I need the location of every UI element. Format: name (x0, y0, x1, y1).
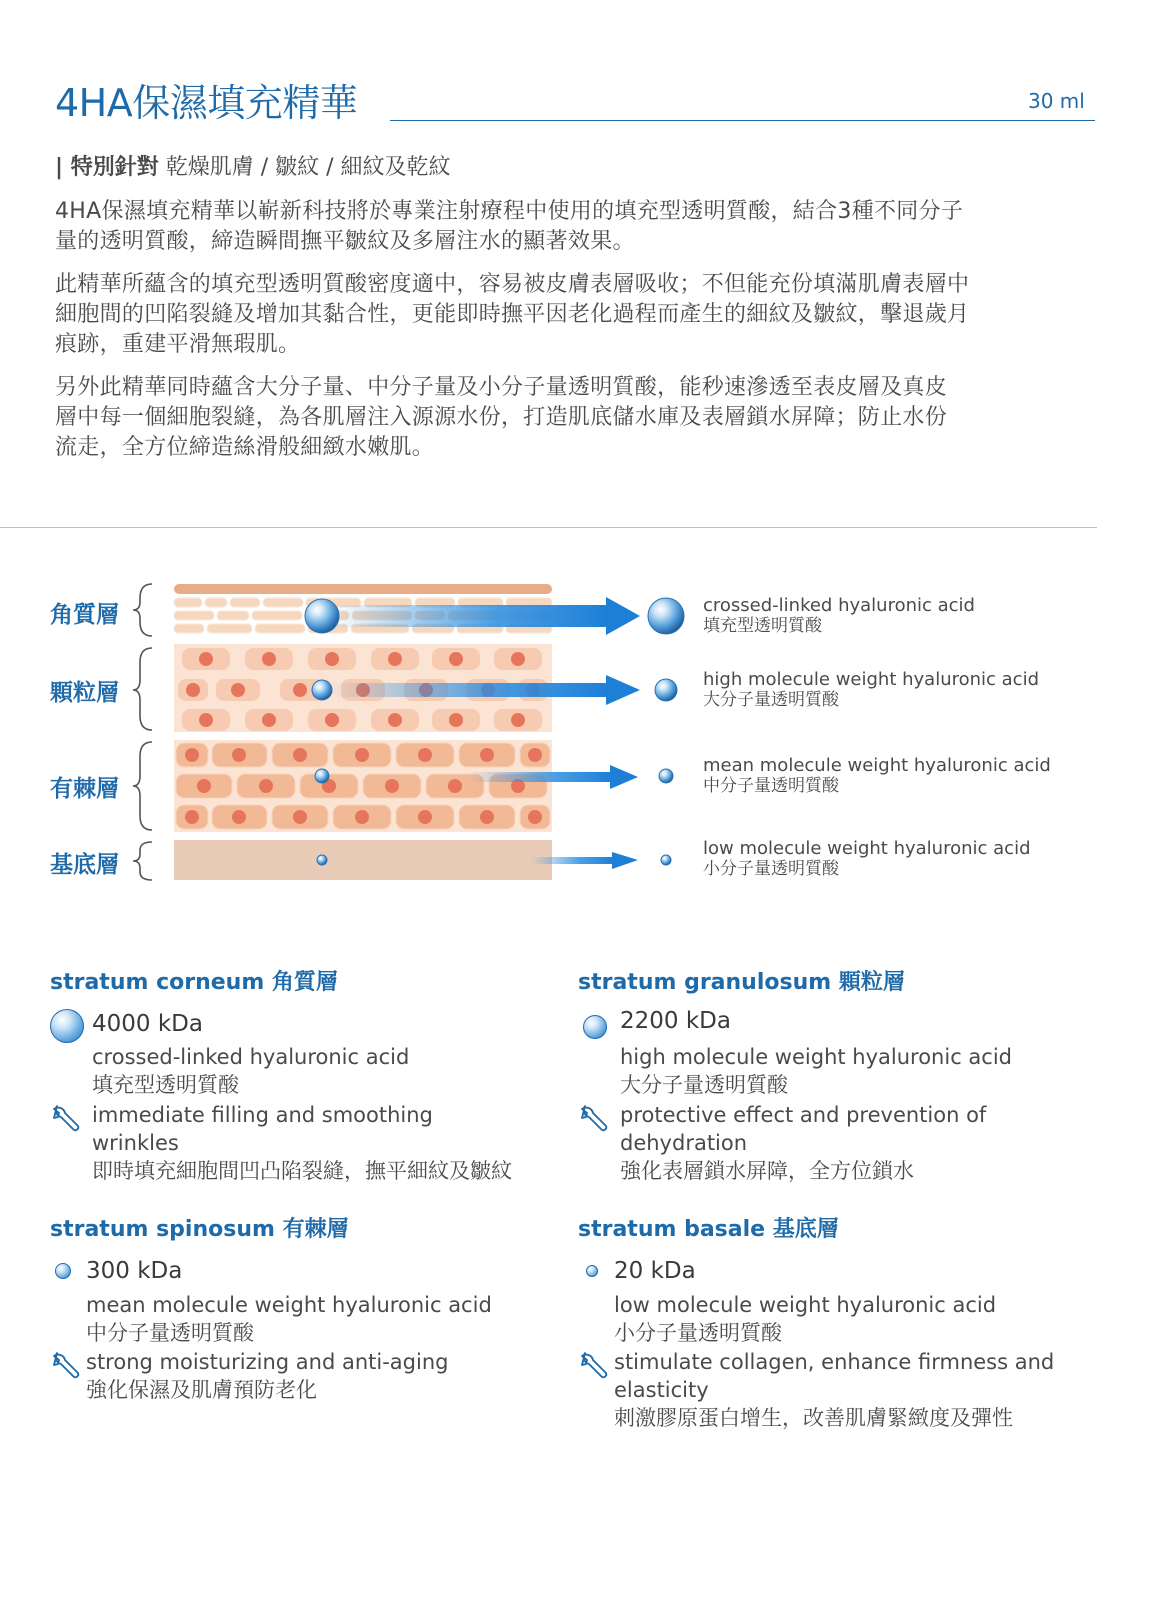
section-heading: stratum corneum 角質層 (50, 970, 338, 995)
annotation-zh: 填充型透明質酸 (703, 616, 822, 636)
intro-paragraph-2 (55, 270, 1095, 360)
bracket-corneum (133, 584, 152, 636)
annotation-en: low molecule weight hyaluronic acid (703, 838, 1031, 859)
section-divider (0, 527, 1097, 528)
product-volume: 30 ml (1028, 89, 1085, 113)
annotation-zh: 中分子量透明質酸 (703, 776, 839, 796)
annotation-spinosum (703, 756, 1051, 796)
benefit-en-cont: dehydration (620, 1131, 748, 1155)
annotation-zh: 小分子量透明質酸 (703, 859, 839, 879)
bracket-spinosum (133, 742, 152, 830)
molecule-name-zh: 中分子量透明質酸 (86, 1321, 254, 1345)
annotation-basale (703, 839, 1031, 879)
medium-sphere-icon (583, 1015, 607, 1039)
paragraph-line: 量的透明質酸，締造瞬間撫平皺紋及多層注水的顯著效果。 (55, 229, 635, 254)
paragraph-line: 此精華所蘊含的填充型透明質酸密度適中，容易被皮膚表層吸收；不但能充份填滿肌膚表層中 (55, 272, 970, 297)
arrow-granulosum (330, 683, 608, 697)
sphere-4000-kda (305, 599, 339, 633)
benefit-zh: 即時填充細胞間凹凸陷裂縫，撫平細紋及皺紋 (92, 1159, 512, 1183)
large-sphere-icon (50, 1009, 84, 1043)
basale-layer (174, 840, 552, 880)
target-label: | 特別針對 (55, 155, 159, 180)
benefit-en: protective effect and prevention of (620, 1103, 987, 1127)
section-heading: stratum basale 基底層 (578, 1217, 839, 1242)
intro-paragraph-1 (55, 197, 1095, 257)
paragraph-line: 流走，全方位締造絲滑般細緻水嫩肌。 (55, 435, 435, 460)
section-stratum-basale (578, 1212, 1118, 1442)
molecule-name-en: high molecule weight hyaluronic acid (620, 1045, 1012, 1069)
sphere-20-kda (317, 855, 327, 865)
paragraph-line: 層中每一個細胞裂縫，為各肌層注入源源水份，打造肌底儲水庫及表層鎖水屏障；防止水份 (55, 405, 948, 430)
layer-label-basale: 基底層 (50, 852, 119, 878)
layer-label-granulosum: 顆粒層 (50, 680, 119, 706)
corneum-top-layer (174, 584, 552, 594)
spinosum-cells (174, 740, 552, 832)
benefit-en: strong moisturizing and anti-aging (86, 1350, 449, 1374)
arrow-corneum (330, 605, 608, 627)
arrow-spinosum (470, 772, 612, 782)
annotation-corneum (703, 596, 975, 636)
molecule-name-en: crossed-linked hyaluronic acid (92, 1045, 410, 1069)
layer-label-spinosum: 有棘層 (50, 776, 119, 802)
benefit-zh: 強化表層鎖水屏障，全方位鎖水 (620, 1159, 914, 1183)
target-text: 乾燥肌膚 / 皺紋 / 細紋及乾紋 (158, 155, 451, 180)
benefit-en: immediate filling and smoothing (92, 1103, 433, 1127)
annotation-granulosum (703, 670, 1039, 710)
molecule-name-en: low molecule weight hyaluronic acid (614, 1293, 997, 1317)
annotation-en: high molecule weight hyaluronic acid (703, 669, 1039, 690)
molecule-name-zh: 大分子量透明質酸 (620, 1073, 788, 1097)
annotation-en: mean molecule weight hyaluronic acid (703, 755, 1051, 776)
arrow-basale (530, 857, 614, 864)
section-heading: stratum spinosum 有棘層 (50, 1217, 349, 1242)
bracket-basale (133, 842, 152, 880)
wrench-icon (578, 1348, 612, 1382)
annotation-en: crossed-linked hyaluronic acid (703, 595, 975, 616)
benefit-en-cont: wrinkles (92, 1131, 179, 1155)
small-sphere-icon (55, 1263, 71, 1279)
benefit-zh: 刺激膠原蛋白增生，改善肌膚緊緻度及彈性 (614, 1406, 1013, 1430)
sphere-target-granulosum (655, 679, 677, 701)
paragraph-line: 4HA保濕填充精華以嶄新科技將於專業注射療程中使用的填充型透明質酸，結合3種不同分子 (55, 199, 964, 224)
paragraph-line: 細胞間的凹陷裂縫及增加其黏合性，更能即時撫平因老化過程而產生的細紋及皺紋，擊退歲月 (55, 302, 970, 327)
page-title: 4HA保濕填充精華 (55, 81, 358, 125)
sphere-target-corneum (648, 598, 684, 634)
bracket-granulosum (133, 648, 152, 730)
paragraph-line: 另外此精華同時蘊含大分子量、中分子量及小分子量透明質酸，能秒速滲透至表皮層及真皮 (55, 375, 948, 400)
wrench-icon (578, 1101, 612, 1135)
sphere-target-basale (661, 855, 671, 865)
molecule-name-en: mean molecule weight hyaluronic acid (86, 1293, 492, 1317)
sphere-target-spinosum (659, 769, 673, 783)
layer-label-corneum: 角質層 (50, 602, 119, 628)
sphere-300-kda (315, 769, 329, 783)
benefit-en: stimulate collagen, enhance firmness and (614, 1350, 1055, 1374)
annotation-zh: 大分子量透明質酸 (703, 690, 839, 710)
molecule-name-zh: 小分子量透明質酸 (614, 1321, 782, 1345)
layer-brackets (133, 584, 152, 880)
section-heading: stratum granulosum 顆粒層 (578, 970, 905, 995)
tiny-sphere-icon (586, 1265, 598, 1277)
skin-layer-diagram (0, 580, 1152, 910)
sphere-2200-kda (312, 680, 332, 700)
benefit-en-cont: elasticity (614, 1378, 709, 1402)
molecule-name-zh: 填充型透明質酸 (92, 1073, 239, 1097)
molecular-weight: 20 kDa (614, 1258, 696, 1284)
section-stratum-granulosum (578, 965, 1118, 1195)
section-stratum-corneum (50, 965, 590, 1195)
title-divider (390, 120, 1095, 121)
wrench-icon (50, 1101, 84, 1135)
section-stratum-spinosum (50, 1212, 590, 1412)
molecular-weight: 300 kDa (86, 1258, 183, 1284)
target-concerns (55, 150, 451, 181)
wrench-icon (50, 1348, 84, 1382)
intro-paragraph-3 (55, 373, 1095, 463)
molecular-weight: 4000 kDa (92, 1011, 203, 1037)
benefit-zh: 強化保濕及肌膚預防老化 (86, 1378, 317, 1402)
molecular-weight: 2200 kDa (620, 1008, 731, 1034)
paragraph-line: 痕跡，重建平滑無瑕肌。 (55, 332, 301, 357)
